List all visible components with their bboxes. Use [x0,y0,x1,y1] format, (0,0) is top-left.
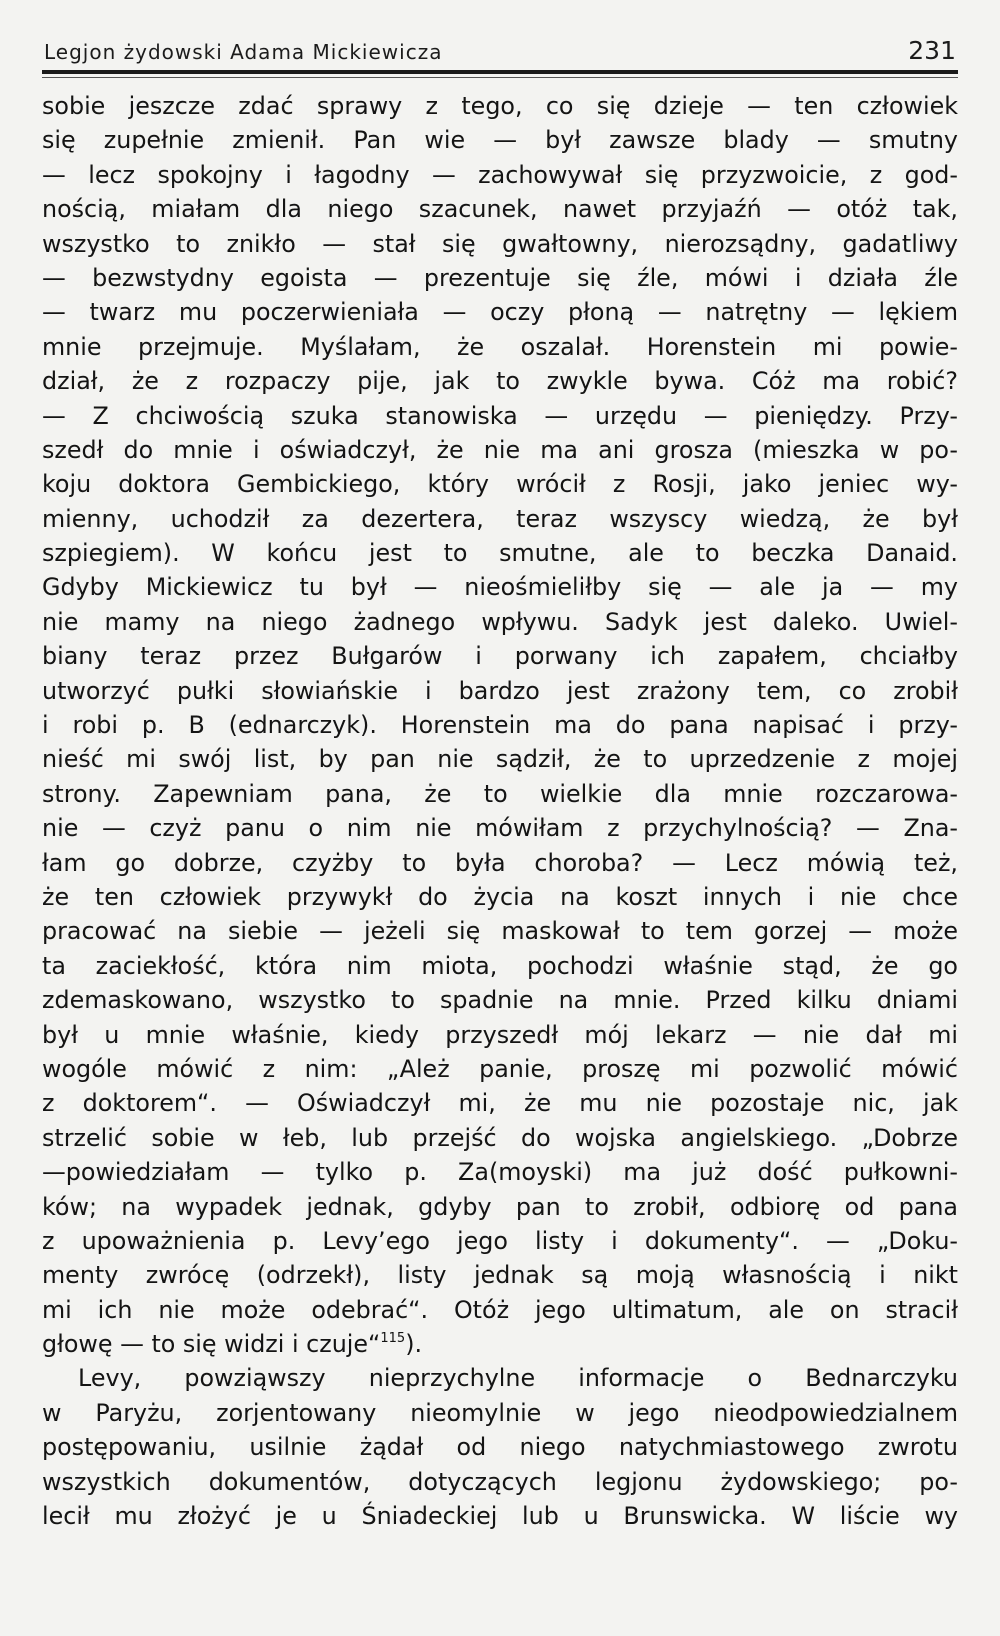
text-line: nie — czyż panu o nim nie mówiłam z przychylnością? — Zna- [42,814,958,843]
text-line: szpiegiem). W końcu jest to smutne, ale to beczka Danaid. [42,539,958,568]
body-text [42,89,958,1533]
paragraph-levy [42,1361,958,1533]
quote-end-text: głowę — to się widzi i czuje“ [42,1330,381,1359]
text-line: z upoważnienia p. Levy’ego jego listy i dokumenty“. — „Doku- [42,1226,958,1255]
text-line: strzelić sobie w łeb, lub przejść do wojska angielskiego. „Dobrze [42,1123,958,1152]
text-line: Gdyby Mickiewicz tu był — nieośmieliłby się — ale ja — my [42,573,958,602]
text-line-quote-end [42,1327,958,1361]
text-line: mnie przejmuje. Myślałam, że oszalał. Horenstein mi powie- [42,332,958,361]
text-line: ków; na wypadek jednak, gdyby pan to zrobił, odbiorę od pana [42,1192,958,1221]
text-line: był u mnie właśnie, kiedy przyszedł mój lekarz — nie dał mi [42,1020,958,1049]
text-line: — twarz mu poczerwieniała — oczy płoną — natrętny — lękiem [42,298,958,327]
quote-end-tail: ). [405,1330,423,1359]
text-line: sobie jeszcze zdać sprawy z tego, co się dzieje — ten człowiek [42,92,958,120]
paragraph-letter-quote [42,89,958,1327]
text-line: —powiedziałam — tylko p. Za(moyski) ma już dość pułkowni- [42,1158,958,1187]
text-line: nością, miałam dla niego szacunek, nawet przyjaźń — otóż tak, [42,195,958,224]
header-rule-thin [42,77,958,78]
header-rule-thick [42,70,958,74]
text-line: w Paryżu, zorjentowany nieomylnie w jego nieodpowiedzialnem [42,1398,958,1427]
text-line: ta zaciekłość, która nim miota, pochodzi właśnie stąd, że go [42,951,958,980]
text-line: utworzyć pułki słowiańskie i bardzo jest zrażony tem, co zrobił [42,676,958,705]
text-line: nieść mi swój list, by pan nie sądził, że to uprzedzenie z mojej [42,745,958,774]
text-line: — bezwstydny egoista — prezentuje się źle, mówi i działa źle [42,263,958,292]
text-line: się zupełnie zmienił. Pan wie — był zawsze blady — smutny [42,126,958,155]
text-line: menty zwrócę (odrzekł), listy jednak są moją własnością i nikt [42,1261,958,1290]
text-line: wszystko to znikło — stał się gwałtowny, nierozsądny, gadatliwy [42,229,958,258]
text-line: szedł do mnie i oświadczył, że nie ma ani grosza (mieszka w po- [42,435,958,464]
text-line: wszystkich dokumentów, dotyczących legjonu żydowskiego; po- [42,1467,958,1496]
text-line: koju doktora Gembickiego, który wrócił z Rosji, jako jeniec wy- [42,470,958,499]
page-number: 231 [908,36,956,65]
text-line: dział, że z rozpaczy pije, jak to zwykle bywa. Cóż ma robić? [42,367,958,396]
text-line: pracować na siebie — jeżeli się maskował to tem gorzej — może [42,917,958,946]
text-line: biany teraz przez Bułgarów i porwany ich zapałem, chciałby [42,642,958,671]
text-line: mienny, uchodził za dezertera, teraz wszyscy wiedzą, że był [42,504,958,533]
text-line: postępowaniu, usilnie żądał od niego natychmiastowego zwrotu [42,1433,958,1462]
text-line: — lecz spokojny i łagodny — zachowywał się przyzwoicie, z god- [42,160,958,189]
text-line: łam go dobrze, czyżby to była choroba? — Lecz mówią też, [42,848,958,877]
text-line: lecił mu złożyć je u Śniadeckiej lub u Brunswicka. W liście wy [42,1502,958,1531]
running-title: Legjon żydowski Adama Mickiewicza [44,40,443,64]
text-line: Levy, powziąwszy nieprzychylne informacje o Bednarczyku [78,1364,958,1393]
text-line: że ten człowiek przywykł do życia na koszt innych i nie chce [42,882,958,911]
text-line: z doktorem“. — Oświadczył mi, że mu nie pozostaje nic, jak [42,1089,958,1118]
text-line: strony. Zapewniam pana, że to wielkie dla mnie rozczarowa- [42,779,958,808]
text-line: zdemaskowano, wszystko to spadnie na mnie. Przed kilku dniami [42,986,958,1015]
text-line: i robi p. B (ednarczyk). Horenstein ma do pana napisać i przy- [42,711,958,740]
text-line: wogóle mówić z nim: „Ależ panie, proszę mi pozwolić mówić [42,1054,958,1083]
footnote-ref: 115 [380,1331,406,1347]
text-line: nie mamy na niego żadnego wpływu. Sadyk jest daleko. Uwiel- [42,607,958,636]
text-line: mi ich nie może odebrać“. Otóż jego ultimatum, ale on stracił [42,1295,958,1324]
text-line: — Z chciwością szuka stanowiska — urzędu — pieniędzy. Przy- [42,401,958,430]
page-header [44,36,956,70]
